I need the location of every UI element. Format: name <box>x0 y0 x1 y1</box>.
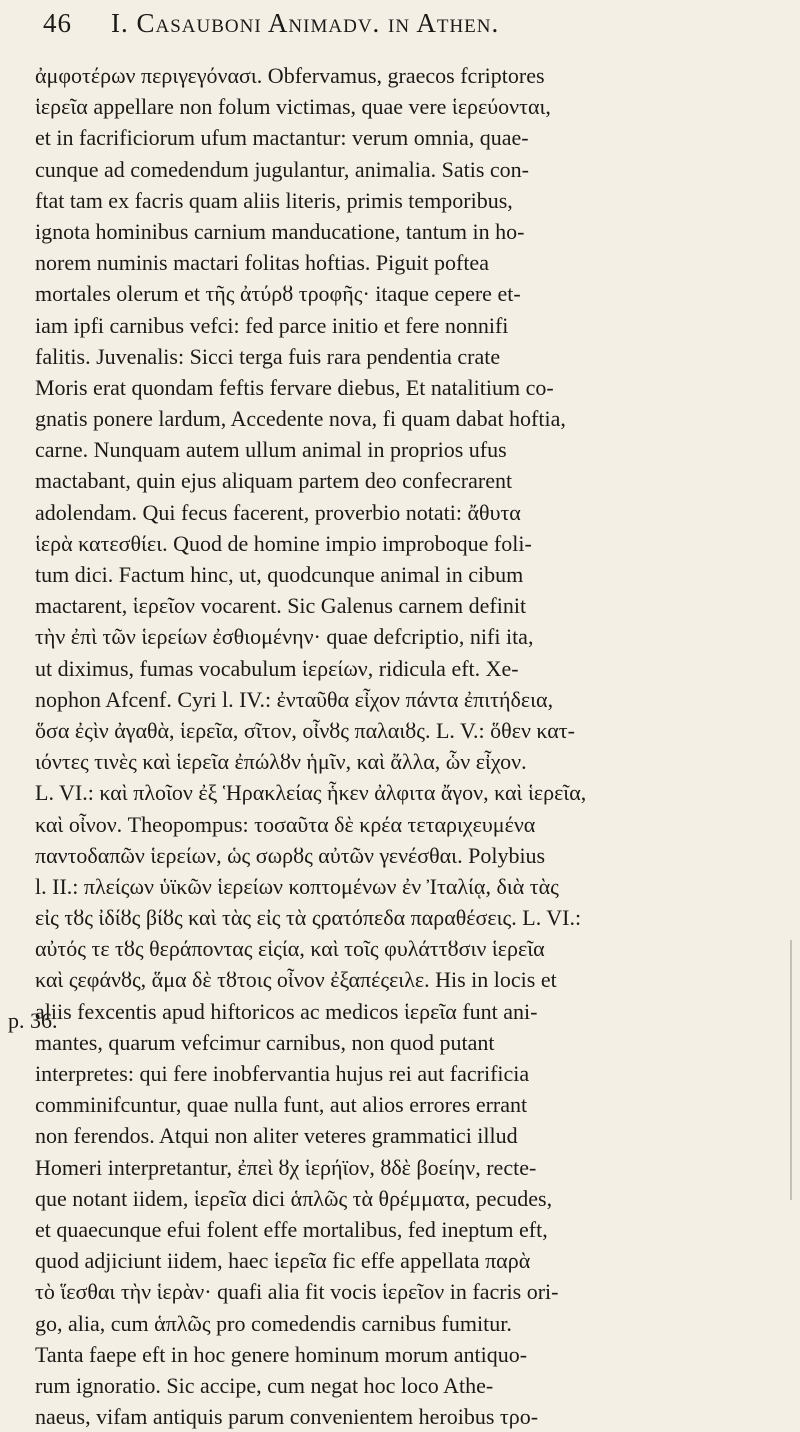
page-number: 46 <box>43 8 72 38</box>
text-line: non ferendos. Atqui non aliter veteres grammatici illud <box>35 1123 518 1149</box>
text-line: carne. Nunquam autem ullum animal in proprios ufus <box>35 437 507 463</box>
text-line: quod adjiciunt iidem, haec ἱερεῖα fic effe appellata παρὰ <box>35 1248 531 1274</box>
text-line: L. VI.: καὶ πλοῖον ἐξ Ἡρακλείας ἧκεν ἀλφιτα ἄγον, καὶ ἱερεῖα, <box>35 780 587 806</box>
text-line: ιόντες τινὲς καὶ ἱερεῖα ἐπώλȣν ἡμῖν, καὶ ἄλλα, ὧν εἶχον. <box>35 749 527 775</box>
text-line: τὸ ἵεσθαι τὴν ἱερὰν· quafi alia fit vocis ἱερεῖον in facris ori- <box>35 1279 559 1305</box>
text-line: ὅσα ἐςὶν ἀγαθὰ, ἱερεῖα, σῖτον, οἶνȣς παλαιȣς. L. V.: ὅθεν κατ- <box>35 717 575 743</box>
text-line: go, alia, cum ἁπλῶς pro comedendis carnibus fumitur. <box>35 1310 512 1336</box>
text-line: tum dici. Factum hinc, ut, quodcunque animal in cibum <box>35 562 524 587</box>
page-header <box>35 6 785 52</box>
text-line: naeus, vifam antiquis parum convenientem heroibus τρο- <box>35 1404 539 1430</box>
body-text <box>35 60 785 1432</box>
text-line: καὶ ςεφάνȣς, ἅμα δὲ τȣτοις οἶνον ἐξαπέςειλε. His in locis et <box>35 967 557 993</box>
text-line: gnatis ponere lardum, Accedente nova, fi quam dabat hoftia, <box>35 406 566 432</box>
text-line: comminifcuntur, quae nulla funt, aut alios errores errant <box>35 1092 528 1118</box>
text-line: Homeri interpretantur, ἐπεὶ ȣχ ἱερήϊον, ȣδὲ βοείην, recte- <box>35 1154 537 1180</box>
text-line: iam ipfi carnibus vefci: fed parce initio et fere nonnifi <box>35 312 509 338</box>
text-line: ἱερεῖα appellare non folum victimas, quae vere ἱερεύονται, <box>35 94 551 120</box>
text-line: et in facrificiorum ufum mactantur: verum omnia, quae- <box>35 125 529 151</box>
text-line: Tanta faepe eft in hoc genere hominum morum antiquo- <box>35 1341 528 1367</box>
text-line: cunque ad comedendum jugulantur, animalia. Satis con- <box>35 156 529 182</box>
text-line: rum ignoratio. Sic accipe, cum negat hoc loco Athe- <box>35 1372 494 1398</box>
text-line: mactarent, ἱερεῖον vocarent. Sic Galenus carnem definit <box>35 593 527 619</box>
text-line: ut diximus, fumas vocabulum ἱερείων, ridicula eft. Xe- <box>35 655 519 681</box>
text-line: τὴν ἐπὶ τῶν ἱερείων ἐσθιομένην· quae defcriptio, nifi ita, <box>35 624 534 650</box>
text-line: Moris erat quondam feftis fervare diebus, Et natalitium co- <box>35 374 554 400</box>
text-line: nophon Afcenf. Cyri l. IV.: ἐνταῦθα εἶχον πάντα ἐπιτήδεια, <box>35 686 554 712</box>
text-line: norem numinis mactari folitas hoftias. Piguit poftea <box>35 250 489 276</box>
text-line: et quaecunque efui folent effe mortalibus, fed ineptum eft, <box>35 1216 548 1242</box>
margin-page-reference: p. 36. <box>8 1008 58 1033</box>
text-line: mactabant, quin ejus aliquam partem deo confecrarent <box>35 468 513 494</box>
text-line: que notant iidem, ἱερεῖα dici ἁπλῶς τὰ θρέμματα, pecudes, <box>35 1185 553 1211</box>
text-line: ftat tam ex facris quam aliis literis, primis temporibus, <box>35 187 513 213</box>
text-line: mantes, quarum vefcimur carnibus, non quod putant <box>35 1029 495 1055</box>
text-line: παντοδαπῶν ἱερείων, ὡς σωρȣς αὐτῶν γενέσθαι. Polybius <box>35 842 546 868</box>
text-line: falitis. Juvenalis: Sicci terga fuis rara pendentia crate <box>35 343 501 369</box>
text-line: εἰς τȣς ἰδίȣς βίȣς καὶ τὰς εἰς τὰ ςρατόπεδα παραθέσεις. L. VI.: <box>35 905 582 931</box>
text-line: adolendam. Qui fecus facerent, proverbio notati: ἄθυτα <box>35 499 521 525</box>
text-line: ἱερὰ κατεσθίει. Quod de homine impio improboque foli- <box>35 530 532 556</box>
text-line: ἀμφοτέρων περιγεγόνασι. Obfervamus, graecos fcriptores <box>35 63 545 88</box>
text-line: aliis fexcentis apud hiftoricos ac medicos ἱερεῖα funt ani- <box>35 998 538 1024</box>
text-line: l. II.: πλείςων ὑϊκῶν ἱερείων κοπτομένων ἐν Ἰταλίᾳ, διὰ τὰς <box>35 873 559 899</box>
page-edge-shadow <box>790 940 792 1200</box>
text-line: καὶ οἶνον. Theopompus: τοσαῦτα δὲ κρέα τεταριχευμένα <box>35 811 536 837</box>
text-line: interpretes: qui fere inobfervantia hujus rei aut facrificia <box>35 1061 530 1086</box>
text-line: ignota hominibus carnium manducatione, tantum in ho- <box>35 218 525 244</box>
running-head: I. Casauboni Animadv. in Athen. <box>111 8 500 38</box>
text-line: mortales olerum et τῆς ἀτύρȣ τροφῆς· itaque cepere et- <box>35 281 521 307</box>
text-line: αὐτός τε τȣς θεράποντας εἱςία, καὶ τοῖς φυλάττȣσιν ἱερεῖα <box>35 936 545 962</box>
